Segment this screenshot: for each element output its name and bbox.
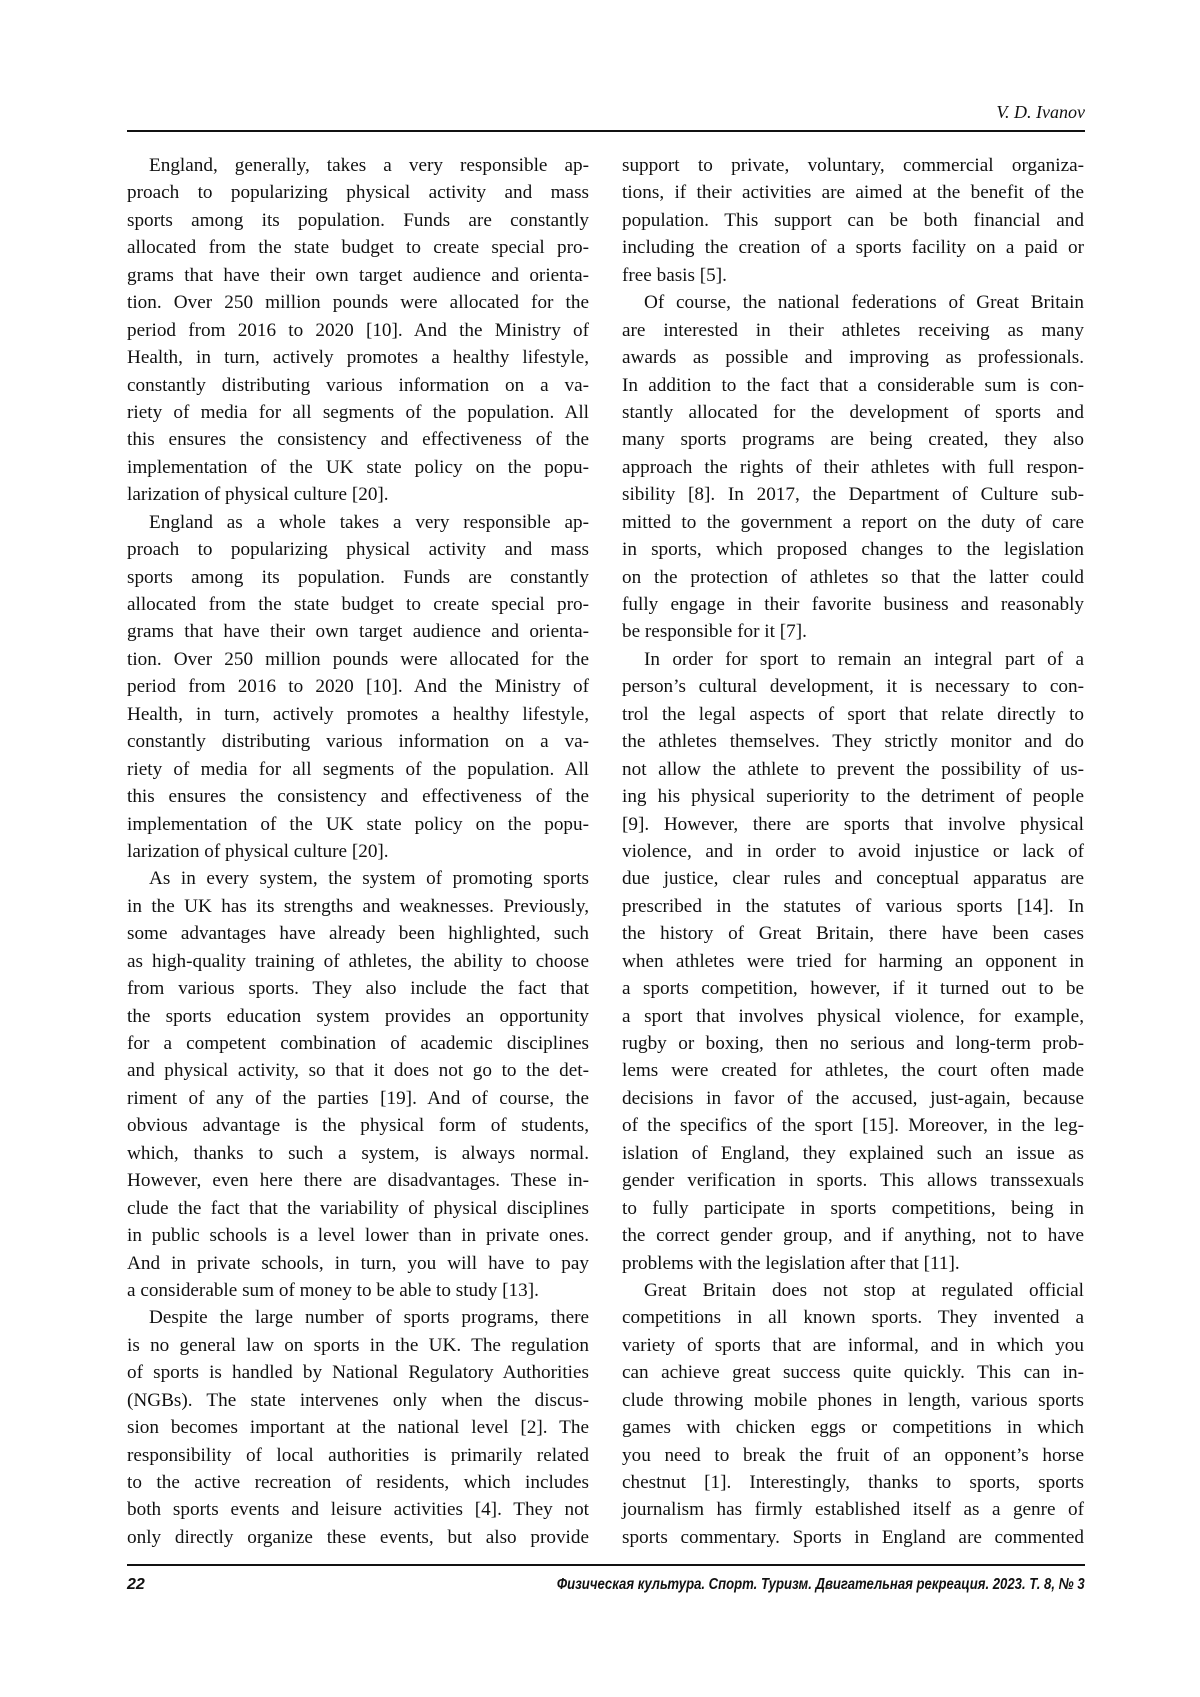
text-line: a considerable sum of money to be able to study [13]. xyxy=(127,1279,539,1301)
text-line: responsibility of local authorities is primarily related xyxy=(127,1444,589,1466)
text-line: riety of media for all segments of the population. All xyxy=(127,758,589,780)
text-line: sion becomes important at the national level [2]. The xyxy=(127,1417,589,1439)
text-line: support to private, voluntary, commercial organiza- xyxy=(622,155,1084,176)
text-line: In order for sport to remain an integral part of a xyxy=(644,648,1084,670)
paragraph xyxy=(622,152,1084,289)
text-line: as high-quality training of athletes, the ability to choose xyxy=(127,950,589,972)
text-line: both sports events and leisure activities [4]. They not xyxy=(127,1499,589,1521)
text-line: the athletes themselves. They strictly monitor and do xyxy=(622,731,1084,753)
text-line: the correct gender group, and if anything, not to have xyxy=(622,1225,1084,1247)
text-line: Of course, the national federations of Great Britain xyxy=(644,292,1084,314)
text-line: violence, and in order to avoid injustice or lack of xyxy=(622,840,1084,862)
text-line: riety of media for all segments of the population. All xyxy=(127,401,589,423)
text-line: constantly distributing various information on a va- xyxy=(127,731,589,753)
text-line: sports among its population. Funds are constantly xyxy=(127,566,589,588)
text-line: islation of England, they explained such an issue as xyxy=(622,1142,1084,1164)
text-line: allocated from the state budget to create special pro- xyxy=(127,237,589,259)
text-line: not allow the athlete to prevent the possibility of us- xyxy=(622,758,1084,780)
text-line: the history of Great Britain, there have been cases xyxy=(622,923,1084,945)
text-line: chestnut [1]. Interestingly, thanks to sports, sports xyxy=(622,1472,1084,1493)
paragraph xyxy=(622,1277,1084,1551)
left-column xyxy=(127,152,589,1551)
text-line: in public schools is a level lower than in private ones. xyxy=(127,1225,589,1247)
text-line: clude the fact that the variability of physical disciplines xyxy=(127,1197,589,1219)
text-line: Great Britain does not stop at regulated official xyxy=(644,1279,1084,1301)
text-line: journalism has firmly established itself as a genre of xyxy=(622,1499,1084,1521)
text-line: of sports is handled by National Regulatory Authorities xyxy=(127,1362,589,1384)
paragraph xyxy=(127,509,589,866)
text-line: variety of sports that are informal, and in which you xyxy=(622,1334,1084,1356)
text-line: sibility [8]. In 2017, the Department of Culture sub- xyxy=(622,484,1084,506)
text-line: games with chicken eggs or competitions in which xyxy=(622,1417,1084,1439)
text-line: period from 2016 to 2020 [10]. And the Ministry of xyxy=(127,676,589,698)
text-line: including the creation of a sports facility on a paid or xyxy=(622,237,1084,259)
text-line: obvious advantage is the physical form of students, xyxy=(127,1115,589,1137)
journal-title: Физическая культура. Спорт. Туризм. Двигательная рекреация. 2023. Т. 8, № 3 xyxy=(557,1576,1085,1593)
text-line: in the UK has its strengths and weaknesses. Previously, xyxy=(127,895,589,917)
paragraph xyxy=(127,1304,589,1551)
text-line: constantly distributing various information on a va- xyxy=(127,374,589,396)
text-line: from various sports. They also include the fact that xyxy=(127,978,589,1000)
text-line: sports commentary. Sports in England are commented xyxy=(622,1526,1084,1548)
text-line: are interested in their athletes receiving as many xyxy=(622,319,1084,341)
text-line: competitions in all known sports. They invented a xyxy=(622,1307,1084,1329)
text-line: the sports education system provides an opportunity xyxy=(127,1005,589,1027)
text-line: decisions in favor of the accused, just-again, because xyxy=(622,1087,1084,1109)
paragraph xyxy=(622,646,1084,1277)
text-line: only directly organize these events, but also provide xyxy=(127,1526,589,1548)
text-line: tion. Over 250 million pounds were allocated for the xyxy=(127,292,589,314)
text-line: population. This support can be both financial and xyxy=(622,209,1084,231)
text-line: awards as possible and improving as professionals. xyxy=(622,347,1084,369)
text-line: lems were created for athletes, the court often made xyxy=(622,1060,1084,1082)
text-line: of the specifics of the sport [15]. Moreover, in the leg- xyxy=(622,1115,1084,1137)
text-line: can achieve great success quite quickly. This can in- xyxy=(622,1362,1084,1384)
text-line: fully engage in their favorite business and reasonably xyxy=(622,594,1084,615)
text-line: Health, in turn, actively promotes a healthy lifestyle, xyxy=(127,347,589,369)
text-line: tions, if their activities are aimed at the benefit of the xyxy=(622,182,1084,204)
text-line: larization of physical culture [20]. xyxy=(127,840,389,862)
text-line: when athletes were tried for harming an opponent in xyxy=(622,950,1084,972)
paragraph xyxy=(127,865,589,1304)
text-line: prescribed in the statutes of various sports [14]. In xyxy=(622,895,1084,917)
text-line: implementation of the UK state policy on the popu- xyxy=(127,456,589,478)
text-line: Health, in turn, actively promotes a healthy lifestyle, xyxy=(127,703,589,725)
text-line: is no general law on sports in the UK. The regulation xyxy=(127,1334,589,1356)
text-line: Despite the large number of sports programs, there xyxy=(149,1307,589,1329)
text-line: which, thanks to such a system, is always normal. xyxy=(127,1142,589,1164)
right-column xyxy=(622,152,1084,1551)
header-rule xyxy=(127,130,1085,132)
text-line: grams that have their own target audience and orienta- xyxy=(127,264,589,286)
text-line: person’s cultural development, it is necessary to con- xyxy=(622,676,1084,698)
paragraph xyxy=(622,289,1084,646)
text-line: In addition to the fact that a considerable sum is con- xyxy=(622,374,1084,396)
text-line: a sports competition, however, if it turned out to be xyxy=(622,978,1084,1000)
text-line: on the protection of athletes so that the latter could xyxy=(622,566,1084,588)
text-line: England as a whole takes a very responsible ap- xyxy=(149,511,589,533)
text-line: free basis [5]. xyxy=(622,264,727,286)
text-line: trol the legal aspects of sport that relate directly to xyxy=(622,703,1084,725)
text-line: period from 2016 to 2020 [10]. And the Ministry of xyxy=(127,319,589,341)
text-line: grams that have their own target audience and orienta- xyxy=(127,621,589,643)
text-line: in sports, which proposed changes to the legislation xyxy=(622,539,1084,561)
text-line: approach the rights of their athletes with full respon- xyxy=(622,456,1084,478)
text-line: to fully participate in sports competitions, being in xyxy=(622,1197,1084,1219)
text-line: a sport that involves physical violence, for example, xyxy=(622,1005,1084,1027)
text-line: proach to popularizing physical activity and mass xyxy=(127,539,589,561)
paragraph xyxy=(127,152,589,509)
text-line: stantly allocated for the development of sports and xyxy=(622,401,1084,423)
page-number: 22 xyxy=(127,1576,145,1593)
text-line: due justice, clear rules and conceptual apparatus are xyxy=(622,868,1084,890)
text-line: ing his physical superiority to the detriment of people xyxy=(622,786,1084,808)
text-line: problems with the legislation after that [11]. xyxy=(622,1252,960,1274)
text-line: for a competent combination of academic disciplines xyxy=(127,1033,589,1054)
text-line: gender verification in sports. This allows transsexuals xyxy=(622,1170,1084,1192)
text-line: to the active recreation of residents, which includes xyxy=(127,1472,589,1493)
text-line: allocated from the state budget to create special pro- xyxy=(127,594,589,615)
text-line: mitted to the government a report on the duty of care xyxy=(622,511,1084,533)
text-line: many sports programs are being created, they also xyxy=(622,429,1084,451)
text-line: rugby or boxing, then no serious and long-term prob- xyxy=(622,1033,1084,1054)
text-line: be responsible for it [7]. xyxy=(622,621,807,643)
text-line: implementation of the UK state policy on the popu- xyxy=(127,813,589,835)
text-line: [9]. However, there are sports that involve physical xyxy=(622,813,1084,835)
text-line: And in private schools, in turn, you will have to pay xyxy=(127,1252,589,1274)
footer-rule xyxy=(127,1564,1085,1566)
text-line: clude throwing mobile phones in length, various sports xyxy=(622,1389,1084,1411)
text-line: this ensures the consistency and effectiveness of the xyxy=(127,786,589,808)
running-head-author: V. D. Ivanov xyxy=(996,102,1085,122)
text-line: you need to break the fruit of an opponent’s horse xyxy=(622,1444,1084,1466)
text-line: proach to popularizing physical activity and mass xyxy=(127,182,589,204)
text-line: sports among its population. Funds are constantly xyxy=(127,209,589,231)
text-line: England, generally, takes a very responsible ap- xyxy=(149,155,589,176)
text-line: this ensures the consistency and effectiveness of the xyxy=(127,429,589,451)
text-line: some advantages have already been highlighted, such xyxy=(127,923,589,945)
text-line: larization of physical culture [20]. xyxy=(127,484,389,506)
text-line: As in every system, the system of promoting sports xyxy=(149,868,589,890)
text-line: However, even here there are disadvantages. These in- xyxy=(127,1170,589,1192)
text-line: (NGBs). The state intervenes only when the discus- xyxy=(127,1389,589,1411)
text-line: riment of any of the parties [19]. And of course, the xyxy=(127,1087,589,1109)
text-line: tion. Over 250 million pounds were allocated for the xyxy=(127,648,589,670)
text-line: and physical activity, so that it does not go to the det- xyxy=(127,1060,589,1082)
